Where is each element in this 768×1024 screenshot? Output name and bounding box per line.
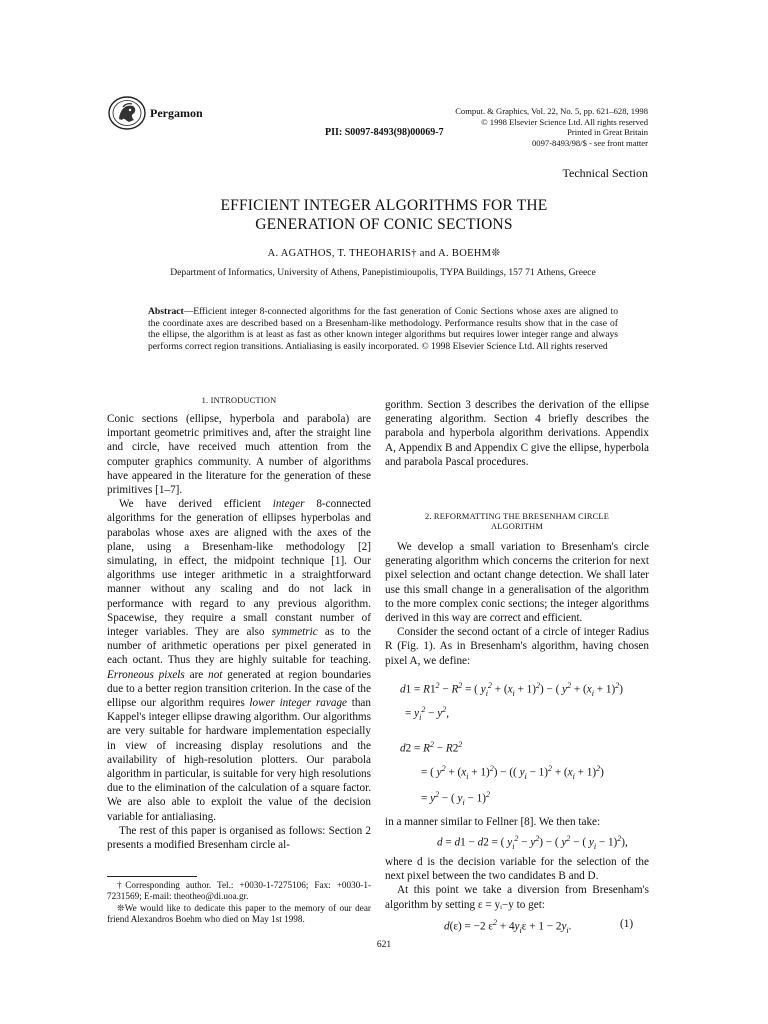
equation-decision-variable: d = d1 − d2 = ( $y_i^2 - y^2$) − ( $y^2$ − ( $y_i - 1)^2$),: [437, 834, 628, 851]
pergamon-logo-icon: [107, 95, 147, 131]
right-column-bottom: [385, 855, 649, 912]
intro-paragraph-1: Conic sections (ellipse, hyperbola and parabola) are important geometric primitives and, after the straight line and circle, have received much attention from the computer graphics community. A number of algorithms have appeared in the literature for the generation of these primitives [1–7].: [107, 413, 371, 497]
abstract: [148, 306, 618, 352]
publisher-name: Pergamon: [150, 106, 203, 120]
equation-d1-simplified: = $y_i^2 - y^2$,: [405, 705, 449, 722]
equation-d2-expanded: = ( $y^2 + (x_i + 1)^2$) − (( $y_i - 1)^2 + (x_i + 1)^2$): [421, 764, 604, 781]
title-line-2: GENERATION OF CONIC SECTIONS: [255, 216, 513, 233]
journal-info: [348, 106, 648, 148]
right-column-fellner: [385, 815, 649, 829]
title-line-1: EFFICIENT INTEGER ALGORITHMS FOR THE: [220, 197, 548, 214]
section-heading-line: 2. REFORMATTING THE BRESENHAM CIRCLE: [424, 512, 610, 521]
text-run: as to the number of arithmetic operations per pixel generated in each octant. Thus they are highly suitable for teaching.: [107, 626, 371, 667]
equation-d2: $d2 = R^2 - R2^2$: [400, 740, 463, 755]
section2-paragraph-4: where d is the decision variable for the selection of the next pixel between the two candidates B and D.: [385, 856, 649, 883]
text-run: We have derived efficient: [119, 498, 273, 511]
authors: A. AGATHOS, T. THEOHARIS† and A. BOEHM❊: [267, 248, 501, 259]
section2-paragraph-3: in a manner similar to Fellner [8]. We then take:: [385, 816, 601, 828]
intro-continuation: gorithm. Section 3 describes the derivation of the ellipse generating algorithm. Section 4 briefly describes the parabola and hyperbola algorithm derivations. Appendix A, Appendix B and Appendix C give the ellipse, hyperbola and parabola Pascal procedures.: [385, 399, 649, 468]
equation-1: d(ε) = −2 $\varepsilon^2 + 4y_i\varepsilon + 1 - 2y_i$.: [444, 918, 572, 935]
section-heading-introduction: 1. INTRODUCTION: [201, 396, 277, 405]
text-run: generated at region boundaries due to a better region transition criterion. In the case of the ellipse our algorithm requires: [107, 668, 371, 710]
text-run: 8-connected algorithms for the generation of ellipses hyperbolas and parabolas whose axes are aligned with the axes of the plane, using a Bresenham-like methodology [2] simulating, in effect, the midpoint technique [1]. Our algorithms use integer arithmetic in a straightforward manner without any scaling and do not lack in performance with regard to any previous algorithm. Spacewise, they require a small constant number of integer variables. They are also: [107, 498, 372, 639]
section2-paragraph-2: Consider the second octant of a circle of integer Radius R (Fig. 1). As in Bresenham's algorithm, having chosen pixel A, we define:: [385, 626, 649, 667]
intro-paragraph-2: [107, 497, 371, 824]
italic-run: integer: [272, 498, 305, 511]
footnote-dedication: ❊We would like to dedicate this paper to the memory of our dear friend Alexandros Boehm who died on May 1st 1998.: [107, 902, 371, 925]
footnote-corresponding-author: †Corresponding author. Tel.: +0030-1-7275106; Fax: +0030-1-7231569; E-mail: theotheo@di.uoa.gr.: [107, 880, 371, 902]
section-heading-bresenham: [385, 512, 649, 533]
italic-run: lower integer ravage: [249, 697, 348, 710]
footnotes: [107, 880, 371, 926]
section2-paragraph-1: We develop a small variation to Bresenham's circle generating algorithm which concerns the criterion for next pixel selection and octant change detection. We shall later use this small change in a generalisation of the algorithm to the more complex conic sections; the integer algorithms derived in this way are correct and efficient.: [385, 541, 649, 625]
printed-line: Printed in Great Britain: [567, 127, 648, 138]
section2-paragraph-5: At this point we take a diversion from Bresenham's algorithm by setting ε = yᵢ−y to get:: [385, 884, 649, 911]
copyright-line: © 1998 Elsevier Science Ltd. All rights reserved: [481, 116, 648, 127]
equation-number: (1): [620, 918, 634, 930]
pii-code: PII: S0097-8493(98)00069-7: [325, 127, 444, 138]
right-column-top: [385, 398, 649, 469]
page-number: 621: [376, 940, 392, 950]
affiliation: Department of Informatics, University of Athens, Panepistimioupolis, TYPA Buildings, 157 71 Athens, Greece: [170, 267, 596, 278]
left-column: [107, 412, 371, 852]
text-run: than Kappel's integer ellipse drawing algorithm. Our algorithms are very suitable for hardware implementation especially in view of increasing display resolutions and the availability of high-resolution plotters. Our parabola algorithm in particular, is suitable for very high resolutions due to the elimination of the calculation of a square factor. We are also able to exploit the value of the decision variable for antialiasing.: [107, 697, 371, 823]
section-heading-line: ALGORITHM: [490, 522, 544, 532]
paper-title: [0, 196, 768, 234]
italic-run: Erroneous pixels: [107, 668, 185, 681]
right-column-section2: [385, 540, 649, 668]
equation-d2-simplified: = $y^2$ − ( $y_i - 1)^2$: [421, 790, 490, 807]
abstract-lead: Abstract: [148, 306, 184, 317]
text-run: are: [184, 668, 209, 681]
section-label: Technical Section: [562, 166, 648, 180]
intro-paragraph-3: The rest of this paper is organised as follows: Section 2 presents a modified Bresenham circle al-: [107, 824, 371, 852]
italic-run: symmetric: [271, 626, 318, 639]
italic-run: not: [208, 668, 223, 681]
equation-d1: $d1 = R1^2 - R^2$ = ( $y_i^2 + (x_i + 1)^2$) − ( $y^2 + (x_i + 1)^2$): [400, 681, 623, 698]
journal-citation: Comput. & Graphics, Vol. 22, No. 5, pp. 621–628, 1998: [455, 106, 648, 116]
issn-line: 0097-8493/98/$ - see front matter: [532, 137, 648, 148]
footnote-divider: [107, 876, 197, 877]
abstract-body: —Efficient integer 8-connected algorithms for the fast generation of Conic Sections whose axes are aligned to the coordinate axes are described based on a Bresenham-like methodology. Performance results show that in the case of the ellipse, the algorithm is at least as fast as other known integer algorithms but requires lower integer range and always performs correct region transitions. Antialiasing is easily incorporated. © 1998 Elsevier Science Ltd. All rights reserved: [148, 306, 618, 352]
